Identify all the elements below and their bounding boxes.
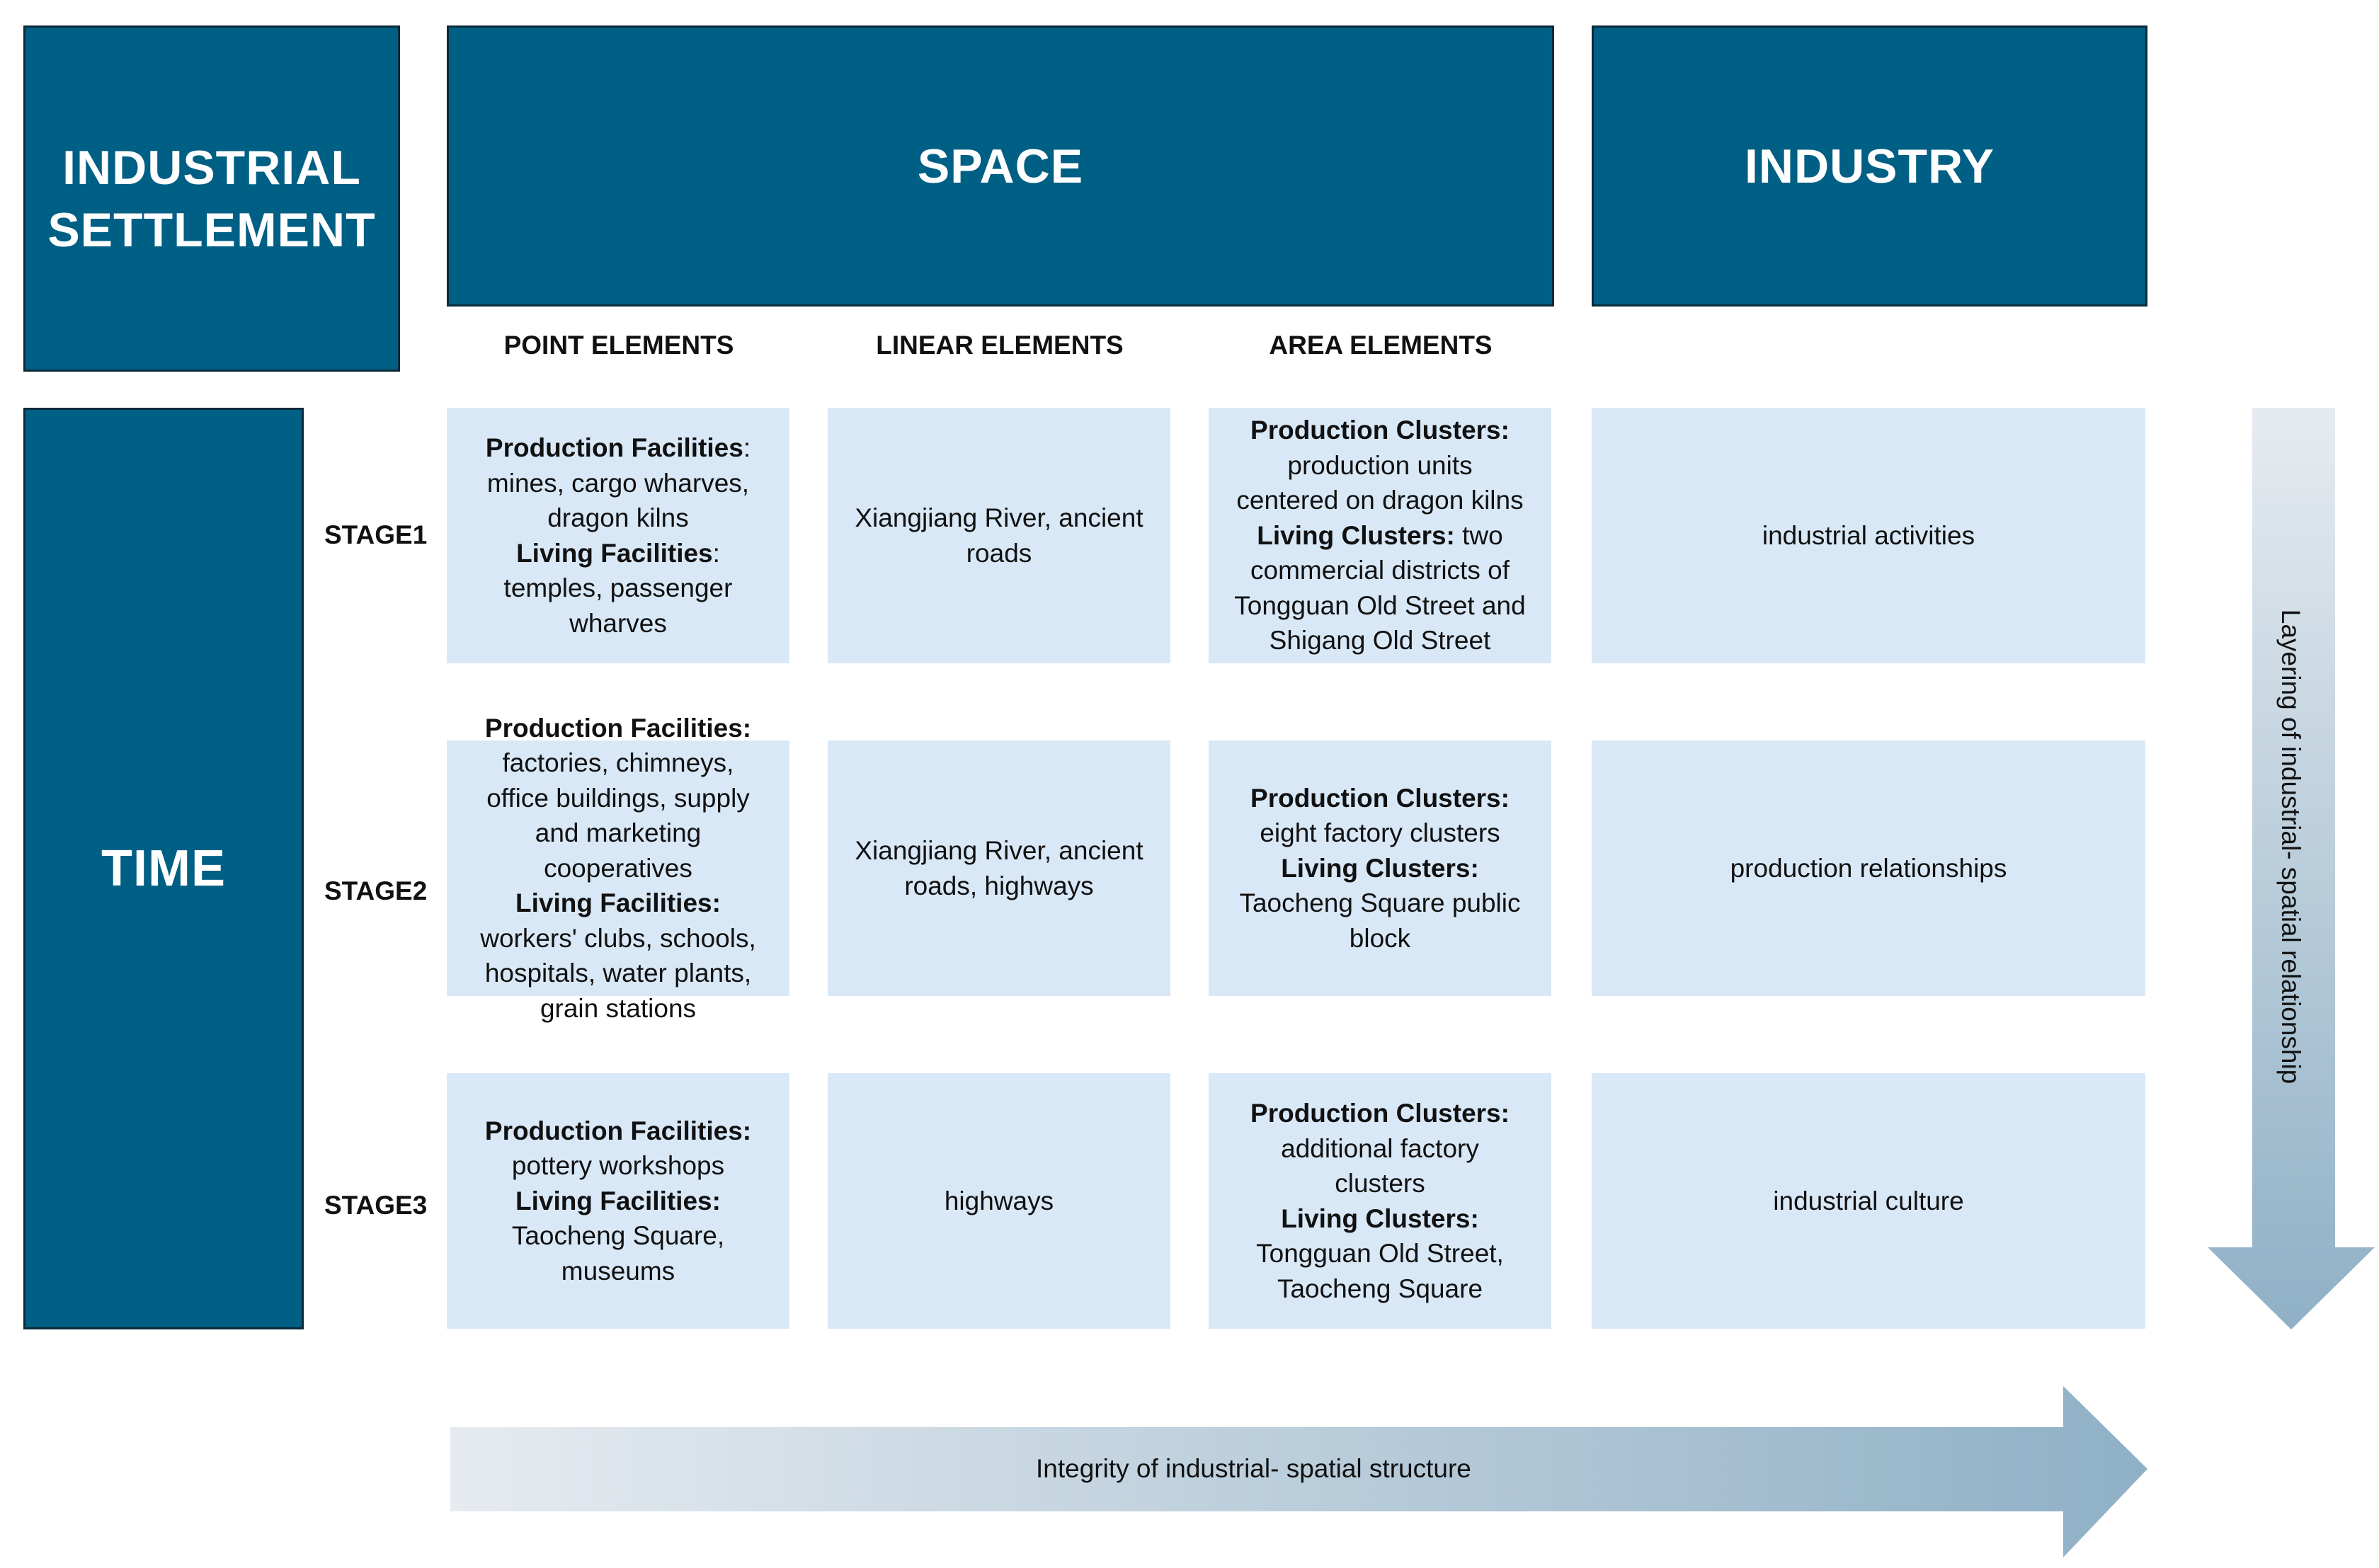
cell-line: hospitals, water plants, <box>484 958 752 988</box>
cell-line: factories, chimneys, <box>502 748 734 778</box>
time-header <box>23 408 304 1329</box>
cell-line: Taocheng Square public <box>1239 888 1521 918</box>
stage-label-3: STAGE3 <box>324 1191 428 1220</box>
cell-stage2-area <box>1209 740 1551 996</box>
cell-line: cooperatives <box>544 853 692 883</box>
cell-line: office buildings, supply <box>486 783 750 813</box>
cell-line: temples, passenger <box>503 573 733 602</box>
cell-stage1-area <box>1209 408 1551 663</box>
cell-line: additional factory <box>1281 1133 1479 1163</box>
cell-line: museums <box>561 1256 675 1286</box>
column-header-linear: LINEAR ELEMENTS <box>876 331 1124 360</box>
cell-stage2-industry <box>1592 740 2145 996</box>
cell-line: roads, highways <box>904 871 1094 900</box>
production-clusters-title: Production Clusters: <box>1250 416 1510 445</box>
cell-line: Taocheng Square, <box>511 1221 725 1251</box>
cell-stage1-point <box>447 408 789 663</box>
living-clusters-title: Living Clusters: <box>1281 1203 1479 1233</box>
cell-line: Tongguan Old Street and <box>1234 590 1526 620</box>
cell-line: dragon kilns <box>547 503 689 532</box>
industrial-settlement-line-1: INDUSTRIAL <box>62 140 361 195</box>
industrial-settlement-line-2: SETTLEMENT <box>47 202 376 257</box>
cell-line: production units <box>1287 450 1473 480</box>
living-facilities-title: Living Facilities <box>516 538 713 568</box>
living-facilities-title: Living Facilities: <box>515 888 721 918</box>
cell-line: centered on dragon kilns <box>1236 486 1524 515</box>
cell-stage3-area <box>1209 1073 1551 1329</box>
cell-line: block <box>1349 923 1411 953</box>
cell-line: commercial districts of <box>1250 556 1510 585</box>
vertical-arrow-label: Layering of industrial- spatial relationship <box>2276 609 2305 1085</box>
column-header-point: POINT ELEMENTS <box>503 331 734 360</box>
cell-line: roads <box>966 538 1032 568</box>
production-facilities-sep: : <box>743 433 751 462</box>
cell-stage1-linear <box>828 408 1170 663</box>
cell-stage3-industry <box>1592 1073 2145 1329</box>
cell-stage3-linear <box>828 1073 1170 1329</box>
cell-line: production relationships <box>1730 853 2007 883</box>
living-clusters-inline: two <box>1454 520 1503 550</box>
cell-stage2-point <box>447 708 789 1029</box>
production-clusters-title: Production Clusters: <box>1250 1099 1510 1128</box>
cell-line: highways <box>944 1186 1054 1215</box>
stage-label-2: STAGE2 <box>324 876 428 905</box>
horizontal-arrow-label: Integrity of industrial- spatial structure <box>1036 1454 1471 1483</box>
space-header-label: SPACE <box>917 139 1084 193</box>
living-facilities-sep: : <box>712 538 720 568</box>
cell-line: and marketing <box>535 818 702 848</box>
cell-line: Xiangjiang River, ancient <box>855 836 1143 865</box>
cell-line: Xiangjiang River, ancient <box>855 503 1143 532</box>
industrial-settlement-header <box>23 25 400 372</box>
cell-line: industrial culture <box>1773 1186 1964 1215</box>
cell-line: Tongguan Old Street, <box>1256 1239 1504 1268</box>
space-header <box>447 25 1554 307</box>
living-facilities-title: Living Facilities: <box>515 1186 721 1215</box>
cell-line: workers' clubs, schools, <box>480 923 756 953</box>
cell-line: grain stations <box>540 993 697 1023</box>
production-facilities-title: Production Facilities: <box>484 713 752 743</box>
industry-header-label: INDUSTRY <box>1744 139 1995 193</box>
living-clusters-title: Living Clusters: <box>1281 853 1479 883</box>
cell-stage2-linear <box>828 740 1170 996</box>
production-facilities-title: Production Facilities: <box>484 1116 752 1145</box>
cell-line: wharves <box>569 608 667 638</box>
cell-line: Taocheng Square <box>1277 1274 1483 1303</box>
cell-line: clusters <box>1335 1169 1425 1198</box>
cell-line: industrial activities <box>1762 520 1975 550</box>
living-clusters-title: Living Clusters: <box>1257 520 1455 550</box>
cell-line: mines, cargo wharves, <box>486 468 750 498</box>
cell-line: Shigang Old Street <box>1269 626 1491 656</box>
stage-label-1: STAGE1 <box>324 520 428 549</box>
industry-header <box>1592 25 2147 307</box>
cell-line: eight factory clusters <box>1260 818 1500 848</box>
time-header-label: TIME <box>101 840 226 897</box>
production-clusters-title: Production Clusters: <box>1250 783 1510 813</box>
cell-stage1-industry <box>1592 408 2145 663</box>
column-header-area: AREA ELEMENTS <box>1269 331 1493 360</box>
cell-stage3-point <box>447 1073 789 1329</box>
cell-line: pottery workshops <box>511 1151 725 1181</box>
production-facilities-title: Production Facilities <box>485 433 743 462</box>
